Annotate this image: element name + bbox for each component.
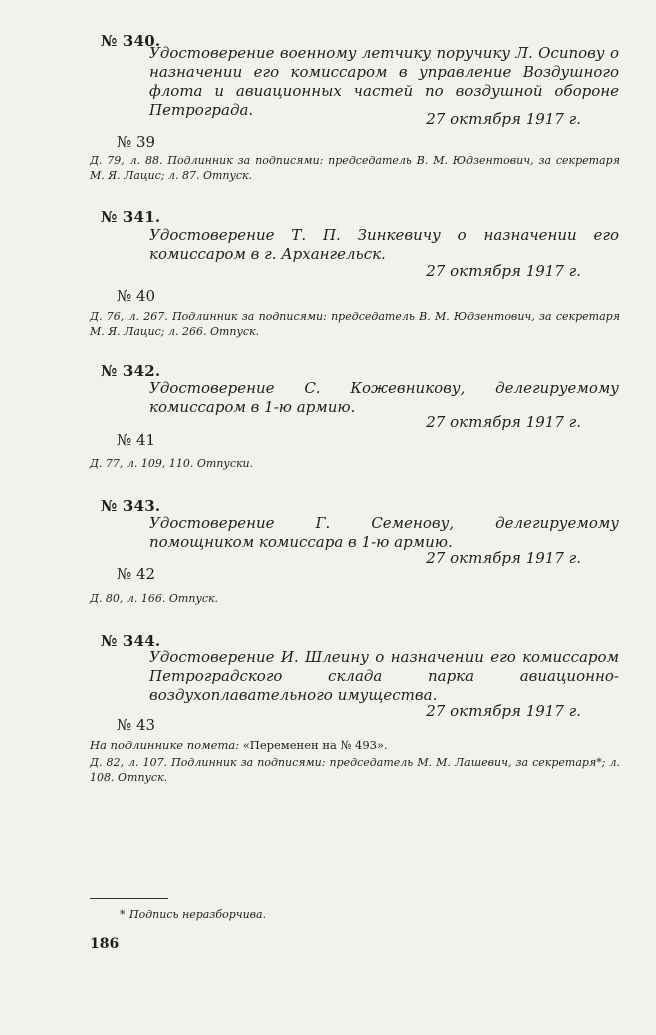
source-reference: Д. 76, л. 267. Подлинник за подписями: председатель В. М. Юдзентович, за секретаря М. Я. Лацис; л. 266. Отпуск.: [90, 310, 620, 338]
footnote: * Подпись неразборчива.: [120, 908, 267, 921]
entry-number: № 340.: [101, 32, 161, 50]
source-reference: Д. 82, л. 107. Подлинник за подписями: председатель М. М. Лашевич, за секретаря*; л. 108. Отпуск.: [90, 756, 620, 784]
entry-date: 27 октября 1917 г.: [426, 262, 581, 280]
document-number: № 40: [117, 287, 156, 305]
document-number: № 41: [117, 431, 156, 449]
annotation-label: На подлиннике помета:: [90, 738, 240, 752]
entry-date: 27 октября 1917 г.: [426, 413, 581, 431]
entry-number: № 342.: [101, 362, 161, 380]
entry-title: Удостоверение И. Шлеину о назначении его комиссаром Петроградского склада парка авиационно-воздухоплавательного имущества.: [149, 648, 619, 704]
entry-date: 27 октября 1917 г.: [426, 110, 581, 128]
entry-number: № 343.: [101, 497, 161, 515]
entry-title: Удостоверение Т. П. Зинкевичу о назначении его комиссаром в г. Архангельск.: [149, 226, 619, 263]
entry-date: 27 октября 1917 г.: [426, 702, 581, 720]
document-number: № 43: [117, 716, 156, 734]
entry-title: Удостоверение Г. Семенову, делегируемому помощником комиссара в 1-ю армию.: [149, 514, 619, 551]
entry-number: № 344.: [101, 632, 161, 650]
entry-number: № 341.: [101, 208, 161, 226]
footnote-divider: [90, 898, 168, 899]
entry-title: Удостоверение военному летчику поручику Л. Осипову о назначении его комиссаром в управление Воздушного флота и авиационных частей по воздушной обороне Петрограда.: [149, 44, 619, 119]
source-reference: Д. 80, л. 166. Отпуск.: [90, 592, 219, 605]
source-reference: Д. 79, л. 88. Подлинник за подписями: председатель В. М. Юдзентович, за секретаря М. Я. Лацис; л. 87. Отпуск.: [90, 154, 620, 182]
source-reference: Д. 77, л. 109, 110. Отпуски.: [90, 457, 254, 470]
document-number: № 39: [117, 133, 156, 151]
entry-date: 27 октября 1917 г.: [426, 549, 581, 567]
entry-title: Удостоверение С. Кожевникову, делегируемому комиссаром в 1-ю армию.: [149, 379, 619, 416]
document-number: № 42: [117, 565, 156, 583]
annotation-text: «Переменен на № 493».: [242, 738, 388, 752]
page-number: 186: [90, 936, 120, 952]
annotation-note: [90, 738, 620, 753]
